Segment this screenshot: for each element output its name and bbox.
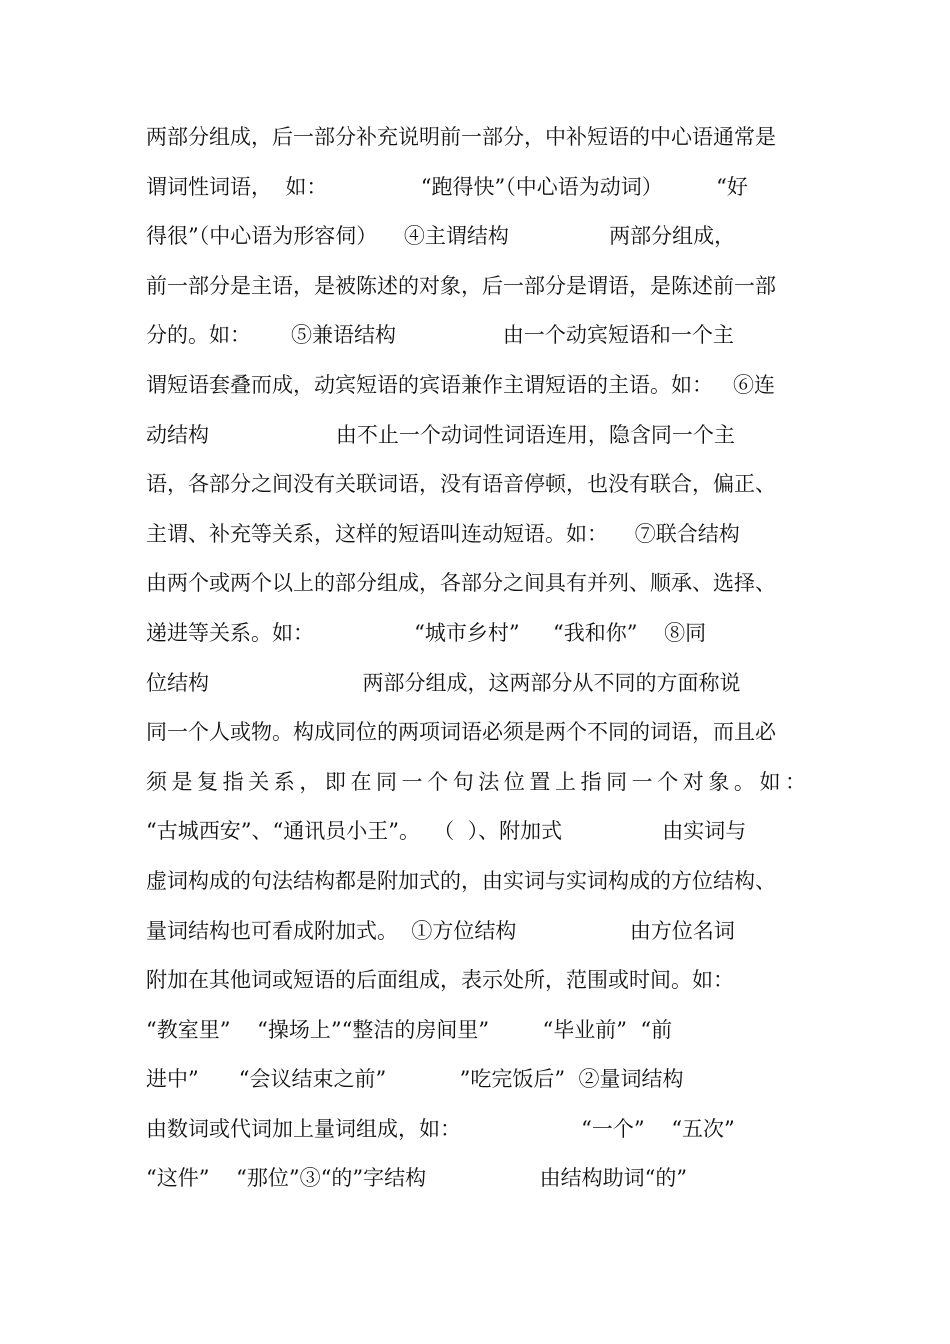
text-line-13: 同一个人或物。构成同位的两项词语必须是两个不同的词语，而且必 xyxy=(146,720,776,745)
text-line-11: 递进等关系。如： “城市乡村” “我和你” ⑧同 xyxy=(146,620,707,645)
text-line-17: 量词结构也可看成附加式。 ①方位结构 由方位名词 xyxy=(146,918,735,943)
text-line-2: 谓词性词语， 如： “跑得快”（中心语为动词） “好 xyxy=(146,174,748,199)
text-line-22: “这件” “那位”③“的”字结构 由结构助词“的” xyxy=(146,1166,688,1191)
text-line-15: “古城西安”、“通讯员小王”。 （ ）、附加式 由实词与 xyxy=(146,819,747,844)
text-line-21: 由数词或代词加上量词组成，如： “一个” “五次” xyxy=(146,1116,735,1141)
text-line-7: 动结构 由不止一个动词性词语连用，隐含同一个主 xyxy=(146,422,735,447)
text-line-9: 主谓、补充等关系，这样的短语叫连动短语。如： ⑦联合结构 xyxy=(146,521,740,546)
body-text xyxy=(146,113,806,1204)
text-line-19: “教室里” “操场上”“整洁的房间里” “毕业前” “前 xyxy=(146,1017,673,1042)
text-line-5: 分的。如： ⑤兼语结构 由一个动宾短语和一个主 xyxy=(146,323,734,348)
text-line-14: 须是复指关系，即在同一个句法位置上指同一个对象。如： xyxy=(146,769,806,794)
text-line-1: 两部分组成，后一部分补充说明前一部分，中补短语的中心语通常是 xyxy=(146,125,776,149)
text-line-16: 虚词构成的句法结构都是附加式的，由实词与实词构成的方位结构、 xyxy=(146,868,776,893)
text-line-10: 由两个或两个以上的部分组成，各部分之间具有并列、顺承、选择、 xyxy=(146,571,776,596)
text-line-3: 得很”（中心语为形容伺） ④主谓结构 两部分组成， xyxy=(146,224,736,249)
text-line-4: 前一部分是主语，是被陈述的对象，后一部分是谓语，是陈述前一部 xyxy=(146,273,776,298)
text-line-8: 语，各部分之间没有关联词语，没有语音停顿，也没有联合，偏正、 xyxy=(146,472,776,497)
text-line-6: 谓短语套叠而成，动宾短语的宾语兼作主谓短语的主语。如： ⑥连 xyxy=(146,372,776,397)
text-line-20: 进中” “会议结束之前” ”吃完饭后” ②量词结构 xyxy=(146,1067,684,1092)
text-line-18: 附加在其他词或短语的后面组成，表示处所，范围或时间。如： xyxy=(146,968,734,993)
text-line-12: 位结构 两部分组成，这两部分从不同的方面称说 xyxy=(146,670,741,695)
